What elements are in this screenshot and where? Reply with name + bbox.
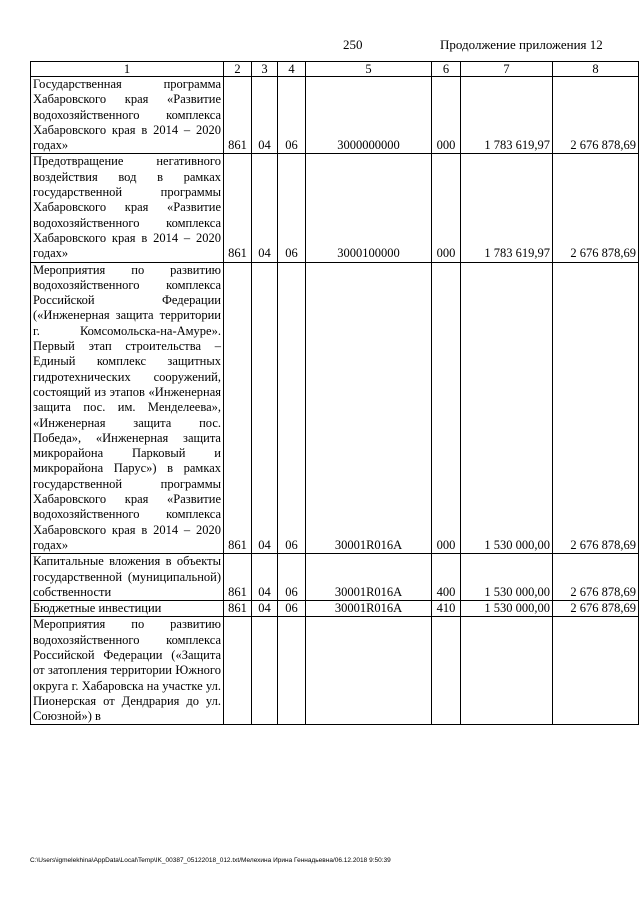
cell-target-article: 3000000000 <box>306 77 432 154</box>
cell-target-article <box>306 617 432 725</box>
column-header-4: 4 <box>278 62 306 77</box>
cell-expense-type: 000 <box>432 262 461 554</box>
table-row <box>31 154 639 262</box>
row-name: Государственная программа Хабаровского края «Развитие водохозяйственного комплекса Хабаровского края в 2014 – 2020 годах» <box>31 77 224 154</box>
cell-amount-2: 2 676 878,69 <box>553 154 639 262</box>
cell-amount-1 <box>461 617 553 725</box>
cell-ministry-code: 861 <box>224 601 252 617</box>
cell-amount-1: 1 530 000,00 <box>461 262 553 554</box>
table-row <box>31 262 639 554</box>
table-row <box>31 601 639 617</box>
cell-section: 04 <box>252 262 278 554</box>
table-row <box>31 77 639 154</box>
column-header-1: 1 <box>31 62 224 77</box>
cell-subsection: 06 <box>278 262 306 554</box>
cell-amount-2: 2 676 878,69 <box>553 77 639 154</box>
cell-amount-1: 1 783 619,97 <box>461 154 553 262</box>
cell-ministry-code: 861 <box>224 554 252 601</box>
cell-target-article: 30001R016A <box>306 554 432 601</box>
row-name: Мероприятия по развитию водохозяйственного комплекса Российской Федерации («Инженерная защита территории г. Комсомольска-на-Амуре». Первый этап строительства – Единый комплекс защитных гидротехнических сооружений, состоящий из этапов «Инженерная защита пос. им. Менделеева», «Инженерная защита пос. Победа», «Инженерная защита микрорайона Парковый и микрорайона Парус») в рамках государственной программы Хабаровского края «Развитие водохозяйственного комплекса Хабаровского края в 2014 – 2020 годах» <box>31 262 224 554</box>
cell-subsection: 06 <box>278 601 306 617</box>
cell-subsection <box>278 617 306 725</box>
cell-section: 04 <box>252 77 278 154</box>
cell-section <box>252 617 278 725</box>
appendix-continuation-label: Продолжение приложения 12 <box>440 37 603 52</box>
cell-amount-2 <box>553 617 639 725</box>
cell-amount-1: 1 783 619,97 <box>461 77 553 154</box>
cell-expense-type: 400 <box>432 554 461 601</box>
cell-target-article: 3000100000 <box>306 154 432 262</box>
column-header-8: 8 <box>553 62 639 77</box>
cell-target-article: 30001R016A <box>306 601 432 617</box>
column-header-7: 7 <box>461 62 553 77</box>
cell-amount-2: 2 676 878,69 <box>553 262 639 554</box>
cell-amount-1: 1 530 000,00 <box>461 554 553 601</box>
cell-ministry-code: 861 <box>224 154 252 262</box>
cell-ministry-code: 861 <box>224 262 252 554</box>
cell-section: 04 <box>252 554 278 601</box>
table-row <box>31 617 639 725</box>
row-name: Предотвращение негативного воздействия вод в рамках государственной программы Хабаровского края «Развитие водохозяйственного комплекса Хабаровского края в 2014 – 2020 годах» <box>31 154 224 262</box>
column-header-5: 5 <box>306 62 432 77</box>
cell-amount-2: 2 676 878,69 <box>553 554 639 601</box>
cell-expense-type: 000 <box>432 154 461 262</box>
cell-subsection: 06 <box>278 554 306 601</box>
row-name: Бюджетные инвестиции <box>31 601 224 617</box>
file-path-footer: C:\Users\igmelekhina\AppData\Local\Temp\IK_00387_05122018_012.txt/Мелехина Ирина Геннадьевна/06.12.2018 9:50:39 <box>30 857 391 864</box>
page-number: 250 <box>343 37 363 52</box>
cell-expense-type <box>432 617 461 725</box>
column-header-3: 3 <box>252 62 278 77</box>
cell-expense-type: 410 <box>432 601 461 617</box>
cell-ministry-code: 861 <box>224 77 252 154</box>
cell-expense-type: 000 <box>432 77 461 154</box>
table-row <box>31 554 639 601</box>
cell-section: 04 <box>252 601 278 617</box>
cell-target-article: 30001R016A <box>306 262 432 554</box>
cell-subsection: 06 <box>278 154 306 262</box>
cell-ministry-code <box>224 617 252 725</box>
column-header-6: 6 <box>432 62 461 77</box>
budget-table <box>30 61 639 725</box>
cell-section: 04 <box>252 154 278 262</box>
row-name: Капитальные вложения в объекты государственной (муниципальной) собственности <box>31 554 224 601</box>
cell-amount-1: 1 530 000,00 <box>461 601 553 617</box>
column-number-row <box>31 62 639 77</box>
cell-subsection: 06 <box>278 77 306 154</box>
cell-amount-2: 2 676 878,69 <box>553 601 639 617</box>
column-header-2: 2 <box>224 62 252 77</box>
row-name: Мероприятия по развитию водохозяйственного комплекса Российской Федерации («Защита от затопления территории Южного округа г. Хабаровска на участке ул. Пионерская от Дендрария до ул. Союзной») в <box>31 617 224 725</box>
